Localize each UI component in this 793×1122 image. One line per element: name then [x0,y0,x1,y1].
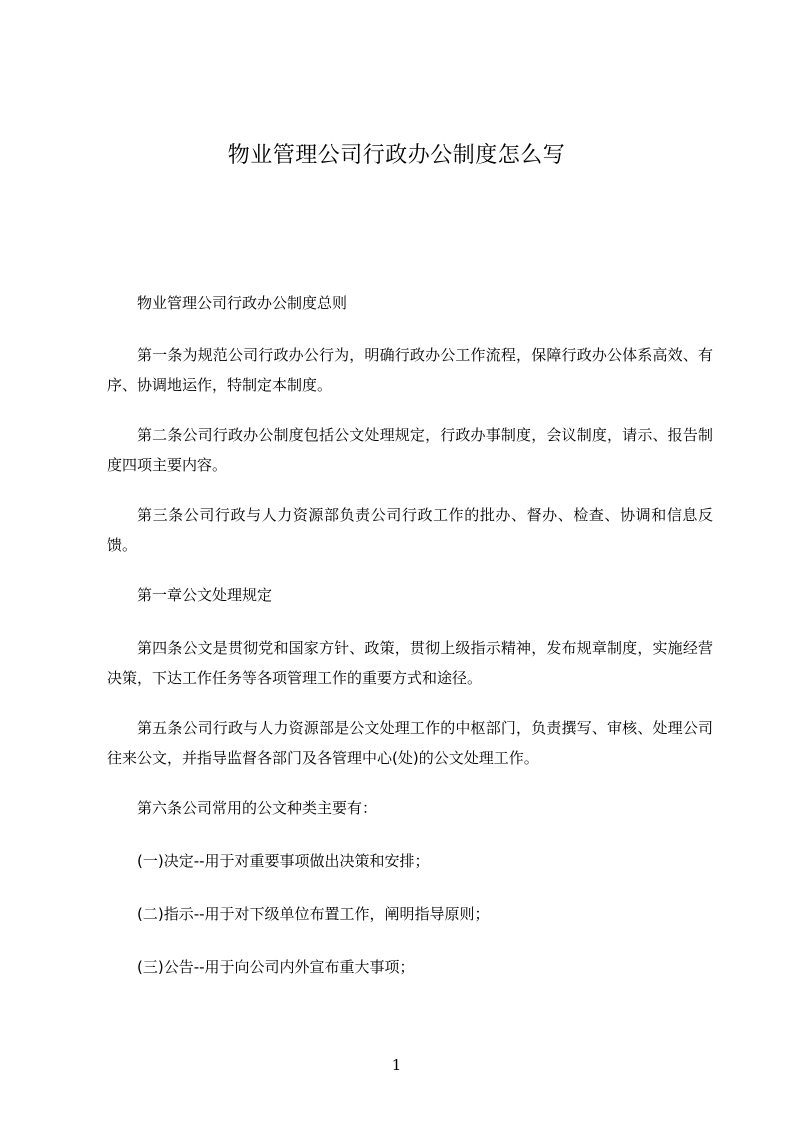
list-item-decision: (一)决定--用于对重要事项做出决策和安排； [137,852,430,870]
list-item-instruction: (二)指示--用于对下级单位布置工作，阐明指导原则； [137,905,490,923]
paragraph-general-principles-heading: 物业管理公司行政办公制度总则 [137,294,348,312]
chapter-1-heading: 第一章公文处理规定 [137,586,273,604]
paragraph-article-6: 第六条公司常用的公文种类主要有： [137,799,378,817]
paragraph-article-3: 第三条公司行政与人力资源部负责公司行政工作的批办、督办、检查、协调和信息反馈。 [107,506,713,554]
paragraph-article-1: 第一条为规范公司行政办公行为，明确行政办公工作流程，保障行政办公体系高效、有序、协调地运作，特制定本制度。 [107,346,713,394]
page-number: 1 [391,1056,402,1074]
paragraph-article-4: 第四条公文是贯彻党和国家方针、政策，贯彻上级指示精神，发布规章制度，实施经营决策，下达工作任务等各项管理工作的重要方式和途径。 [107,639,713,687]
list-item-announcement: (三)公告--用于向公司内外宣布重大事项； [137,958,415,976]
document-title: 物业管理公司行政办公制度怎么写 [227,143,566,168]
paragraph-article-5: 第五条公司行政与人力资源部是公文处理工作的中枢部门，负责撰写、审核、处理公司往来公文，并指导监督各部门及各管理中心(处)的公文处理工作。 [107,719,713,767]
paragraph-article-2: 第二条公司行政办公制度包括公文处理规定，行政办事制度，会议制度，请示、报告制度四项主要内容。 [107,426,713,474]
